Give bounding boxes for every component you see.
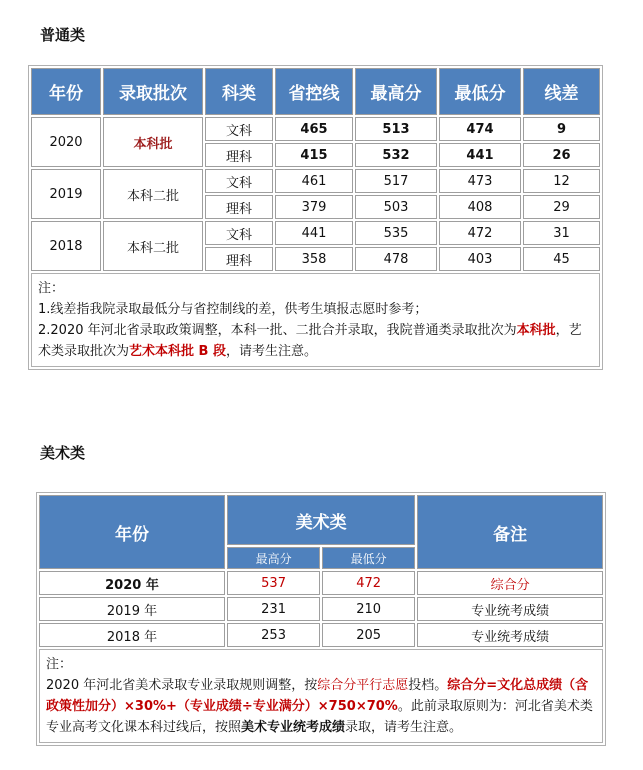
header-remark: 备注 (417, 495, 603, 569)
header-highest: 最高分 (355, 68, 437, 115)
highest-cell: 513 (355, 117, 437, 141)
header-lowest: 最低分 (439, 68, 521, 115)
diff-cell: 31 (523, 221, 600, 245)
table-row (39, 571, 603, 595)
year-cell: 2020 (31, 117, 101, 167)
lowest-cell: 473 (439, 169, 521, 193)
remark-cell: 专业统考成绩 (417, 597, 603, 621)
highest-cell: 532 (355, 143, 437, 167)
art-admission-table (36, 492, 606, 746)
header-control-line: 省控线 (275, 68, 353, 115)
exam-score-highlight: 美术专业统考成绩 (241, 720, 346, 735)
header-category: 科类 (205, 68, 273, 115)
table-row (31, 117, 600, 141)
lowest-cell: 472 (322, 571, 415, 595)
section-title-general: 普通类 (40, 26, 86, 44)
lowest-cell: 403 (439, 247, 521, 271)
lowest-cell: 472 (439, 221, 521, 245)
table-row (31, 169, 600, 193)
lowest-cell: 210 (322, 597, 415, 621)
control-line-cell: 465 (275, 117, 353, 141)
remark-cell: 专业统考成绩 (417, 623, 603, 647)
note-line-1: 1.线差指我院录取最低分与省控制线的差，供考生填报志愿时参考； (38, 302, 428, 317)
control-line-cell: 379 (275, 195, 353, 219)
general-note (31, 273, 600, 367)
remark-cell: 综合分 (417, 571, 603, 595)
year-cell: 2018 (31, 221, 101, 271)
art-batch-highlight: 艺术本科批 B 段 (129, 344, 226, 359)
table-row (39, 623, 603, 647)
section-title-art: 美术类 (40, 444, 86, 462)
parallel-volunteer-highlight: 综合分平行志愿 (317, 678, 409, 693)
header-art: 美术类 (227, 495, 415, 545)
year-cell: 2018 年 (39, 623, 225, 647)
batch-cell: 本科二批 (103, 169, 203, 219)
lowest-cell: 474 (439, 117, 521, 141)
note-line-2: 2.2020 年河北省录取政策调整，本科一批、二批合并录取，我院普通类录取批次为本科批，艺术类录取批次为艺术本科批 B 段，请考生注意。 (38, 323, 582, 359)
table-row (31, 221, 600, 245)
year-cell: 2019 (31, 169, 101, 219)
highest-cell: 517 (355, 169, 437, 193)
year-cell: 2020 年 (39, 571, 225, 595)
header-year: 年份 (39, 495, 225, 569)
year-cell: 2019 年 (39, 597, 225, 621)
diff-cell: 9 (523, 117, 600, 141)
note-label: 注： (46, 657, 73, 672)
header-art-high: 最高分 (227, 547, 320, 569)
diff-cell: 12 (523, 169, 600, 193)
general-admission-table (28, 65, 603, 370)
diff-cell: 26 (523, 143, 600, 167)
highest-cell: 537 (227, 571, 320, 595)
art-note (39, 649, 603, 743)
highest-cell: 503 (355, 195, 437, 219)
diff-cell: 45 (523, 247, 600, 271)
header-art-low: 最低分 (322, 547, 415, 569)
highest-cell: 231 (227, 597, 320, 621)
diff-cell: 29 (523, 195, 600, 219)
category-cell: 文科 (205, 117, 273, 141)
lowest-cell: 205 (322, 623, 415, 647)
batch-cell: 本科二批 (103, 221, 203, 271)
control-line-cell: 415 (275, 143, 353, 167)
batch-highlight: 本科批 (516, 323, 556, 338)
header-batch: 录取批次 (103, 68, 203, 115)
lowest-cell: 441 (439, 143, 521, 167)
control-line-cell: 461 (275, 169, 353, 193)
category-cell: 理科 (205, 143, 273, 167)
lowest-cell: 408 (439, 195, 521, 219)
highest-cell: 535 (355, 221, 437, 245)
note-body: 2020 年河北省美术录取专业录取规则调整，按综合分平行志愿投档。综合分=文化总成绩（含政策性加分）×30%+（专业成绩÷专业满分）×750×70%。此前录取原则为：河北省美术类专业高考文化课本科过线后，按照美术专业统考成绩录取，请考生注意。 (46, 678, 593, 735)
category-cell: 文科 (205, 169, 273, 193)
header-year: 年份 (31, 68, 101, 115)
header-diff: 线差 (523, 68, 600, 115)
highest-cell: 253 (227, 623, 320, 647)
control-line-cell: 441 (275, 221, 353, 245)
note-label: 注： (38, 281, 65, 296)
control-line-cell: 358 (275, 247, 353, 271)
batch-cell: 本科批 (103, 117, 203, 167)
table-row (39, 597, 603, 621)
formula-highlight: 综合分=文化总成绩（含政策性加分）×30%+（专业成绩÷专业满分）×750×70% (46, 678, 589, 714)
category-cell: 理科 (205, 247, 273, 271)
highest-cell: 478 (355, 247, 437, 271)
category-cell: 文科 (205, 221, 273, 245)
category-cell: 理科 (205, 195, 273, 219)
